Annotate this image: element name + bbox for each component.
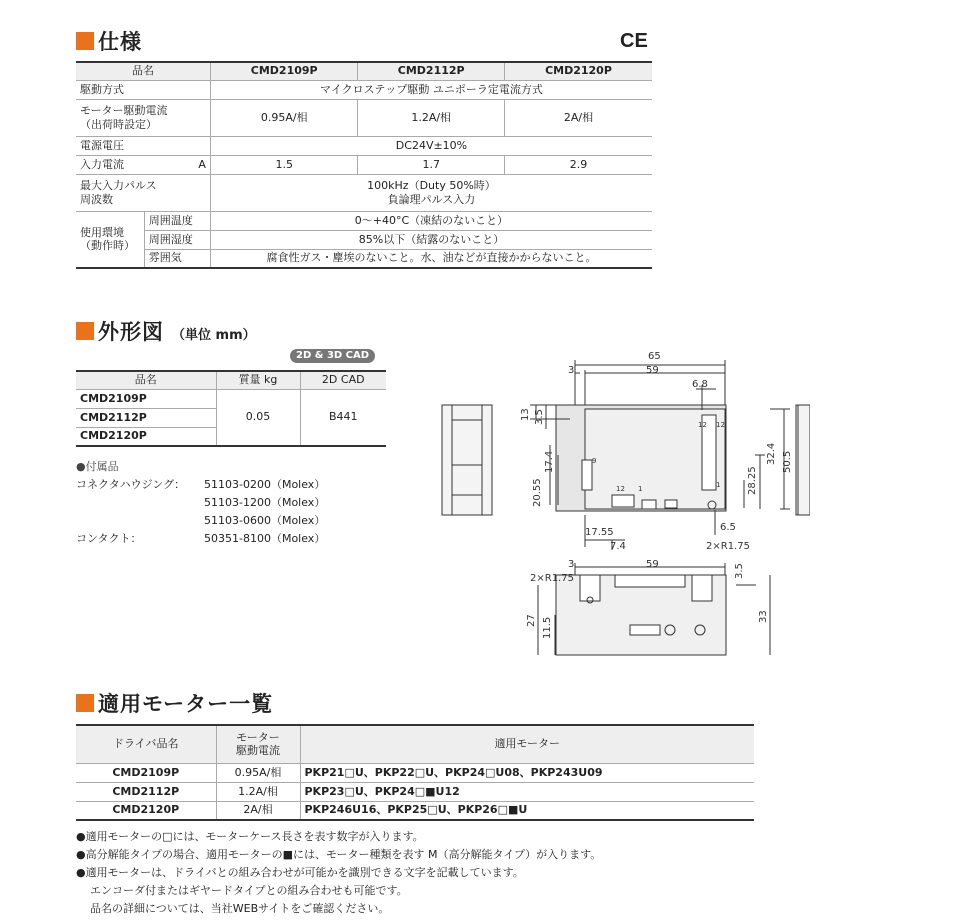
motors-header-current-line2: 駆動電流 [236, 744, 280, 758]
drive-label: 駆動方式 [76, 80, 210, 99]
current-value: 2A/相 [504, 99, 652, 136]
dim-r1-75: 2×R1.75 [706, 541, 750, 552]
outline-header-cad: 2D CAD [300, 371, 386, 389]
right-side-view [796, 405, 810, 515]
spec-header-model: CMD2112P [358, 62, 505, 80]
outline-mass: 0.05 [216, 389, 300, 446]
dim-20-55: 20.55 [532, 478, 543, 507]
spec-title: 仕様 [98, 30, 142, 54]
dim-59: 59 [646, 365, 659, 376]
current-label [76, 99, 210, 136]
contact-item: 50351-8100（Molex） [204, 532, 326, 545]
pulse-label-line1: 最大入力パルス [80, 178, 157, 192]
temp-value: 0～+40°C（凍結のないこと） [210, 211, 652, 230]
ce-mark: CE [620, 30, 648, 52]
motor-row-motors: PKP21□U、PKP22□U、PKP24□U08、PKP243U09 [300, 763, 754, 782]
motors-header-current-line1: モーター [236, 730, 280, 744]
dim-b11-5: 11.5 [542, 616, 553, 639]
dim-b27: 27 [526, 614, 537, 627]
motors-table [76, 724, 754, 821]
spec-header-name: 品名 [76, 62, 210, 80]
motors-header-current [216, 725, 300, 763]
atmos-value: 腐食性ガス・塵埃のないこと。水、油などが直接かからないこと。 [210, 249, 652, 268]
motor-note: エンコーダ付またはギヤードタイプとの組み合わせも可能です。 [90, 884, 408, 897]
outline-drawing [430, 345, 810, 665]
dim-3-5: 3.5 [534, 409, 545, 425]
humid-label: 周囲湿度 [144, 230, 210, 249]
pulse-value [210, 174, 652, 211]
current-label-line1: モーター駆動電流 [80, 103, 168, 117]
motor-note: ●高分解能タイプの場合、適用モーターの■には、モーター種類を表す M（高分解能タイプ）が入ります。 [76, 848, 602, 861]
current-value: 0.95A/相 [210, 99, 358, 136]
motors-header-driver: ドライバ品名 [76, 725, 216, 763]
temp-label: 周囲温度 [144, 211, 210, 230]
input-unit: A [198, 157, 206, 171]
spec-heading [76, 26, 142, 56]
outline-header-name: 品名 [76, 371, 216, 389]
motor-row-current: 0.95A/相 [216, 763, 300, 782]
left-side-view [442, 405, 492, 515]
env-label-line1: 使用環境 [80, 225, 124, 239]
motor-row-driver: CMD2112P [76, 782, 216, 801]
dim-28-25: 28.25 [747, 466, 758, 495]
bottom-view [556, 575, 726, 655]
input-value: 1.7 [358, 155, 505, 174]
heading-marker [76, 32, 94, 50]
env-label [76, 211, 144, 268]
outline-header-mass: 質量 kg [216, 371, 300, 389]
dim-13: 13 [520, 408, 531, 421]
drive-value: マイクロステップ駆動 ユニポーラ定電流方式 [210, 80, 652, 99]
pin-12: 12 [616, 485, 625, 493]
motor-row-driver: CMD2120P [112, 803, 180, 817]
dim-6-8: 6.8 [692, 379, 708, 390]
connector-label: コネクタハウジング： [76, 478, 186, 491]
motor-note: 品名の詳細については、当社WEBサイトをご確認ください。 [90, 902, 390, 915]
contact-label: コンタクト： [76, 532, 142, 545]
dim-17-4: 17.4 [544, 450, 555, 473]
atmos-label: 雰囲気 [144, 249, 210, 268]
dim-50-5: 50.5 [782, 450, 793, 473]
pin-1: 1 [638, 485, 643, 493]
input-label-text: 入力電流 [80, 157, 124, 171]
motor-row-motors: PKP23□U、PKP24□■U12 [300, 782, 754, 801]
dim-b59: 59 [646, 559, 659, 570]
connector-item: 51103-1200（Molex） [204, 496, 326, 509]
dim-7-4: 7.4 [610, 541, 626, 552]
motors-heading [76, 688, 273, 718]
humid-value: 85%以下（結露のないこと） [210, 230, 652, 249]
outline-cad[interactable]: B441 [300, 389, 386, 446]
outline-model: CMD2109P [76, 389, 216, 408]
outline-model: CMD2120P [80, 429, 147, 443]
motor-note: ●適用モーターの□には、モーターケース長さを表す数字が入ります。 [76, 830, 424, 843]
heading-marker [76, 322, 94, 340]
voltage-value: DC24V±10% [210, 136, 652, 155]
pulse-label-line2: 周波数 [80, 192, 113, 206]
motors-title: 適用モーター一覧 [98, 692, 274, 716]
motor-row-current: 2A/相 [216, 801, 300, 820]
dim-65: 65 [648, 351, 661, 362]
env-label-line2: （動作時） [80, 239, 135, 253]
current-value: 1.2A/相 [358, 99, 505, 136]
connector-item: 51103-0600（Molex） [204, 514, 326, 527]
dim-b-r1-75: 2×R1.75 [530, 573, 574, 584]
input-value: 1.5 [210, 155, 358, 174]
pin-9: 9 [592, 457, 597, 465]
outline-heading [76, 316, 256, 346]
voltage-label: 電源電圧 [76, 136, 210, 155]
pin-1b: 1 [716, 481, 721, 489]
outline-unit: （単位 mm） [172, 327, 256, 343]
pulse-label [76, 174, 210, 211]
pulse-value-line1: 100kHz（Duty 50%時） [367, 178, 496, 192]
motor-row-current: 1.2A/相 [216, 782, 300, 801]
motors-header-motors: 適用モーター [300, 725, 754, 763]
dim-b3-5: 3.5 [734, 563, 745, 579]
input-value: 2.9 [504, 155, 652, 174]
pin-12c: 12 [698, 421, 707, 429]
cad-badge[interactable]: 2D & 3D CAD [290, 349, 375, 363]
dim-b33: 33 [758, 610, 769, 623]
outline-title: 外形図 [98, 320, 164, 344]
dim-6-5: 6.5 [720, 522, 736, 533]
input-label [76, 155, 210, 174]
outline-model: CMD2112P [76, 408, 216, 427]
dim-3: 3 [568, 365, 575, 376]
current-label-line2: （出荷時設定） [80, 117, 157, 131]
dim-17-55: 17.55 [585, 527, 614, 538]
spec-header-model: CMD2120P [504, 62, 652, 80]
motor-note: ●適用モーターは、ドライバとの組み合わせが可能かを識別できる文字を記載しています。 [76, 866, 524, 879]
heading-marker [76, 694, 94, 712]
spec-header-model: CMD2109P [210, 62, 358, 80]
dim-32-4: 32.4 [766, 442, 777, 465]
spec-table [76, 61, 652, 269]
motor-row-motors: PKP246U16、PKP25□U、PKP26□■U [300, 801, 754, 820]
pin-12b: 12 [716, 421, 725, 429]
outline-table [76, 370, 386, 447]
accessories-title: ●付属品 [76, 460, 119, 473]
pulse-value-line2: 負論理パルス入力 [387, 192, 476, 206]
connector-item: 51103-0200（Molex） [204, 478, 326, 491]
motor-row-driver: CMD2109P [76, 763, 216, 782]
dim-b3: 3 [568, 559, 575, 570]
